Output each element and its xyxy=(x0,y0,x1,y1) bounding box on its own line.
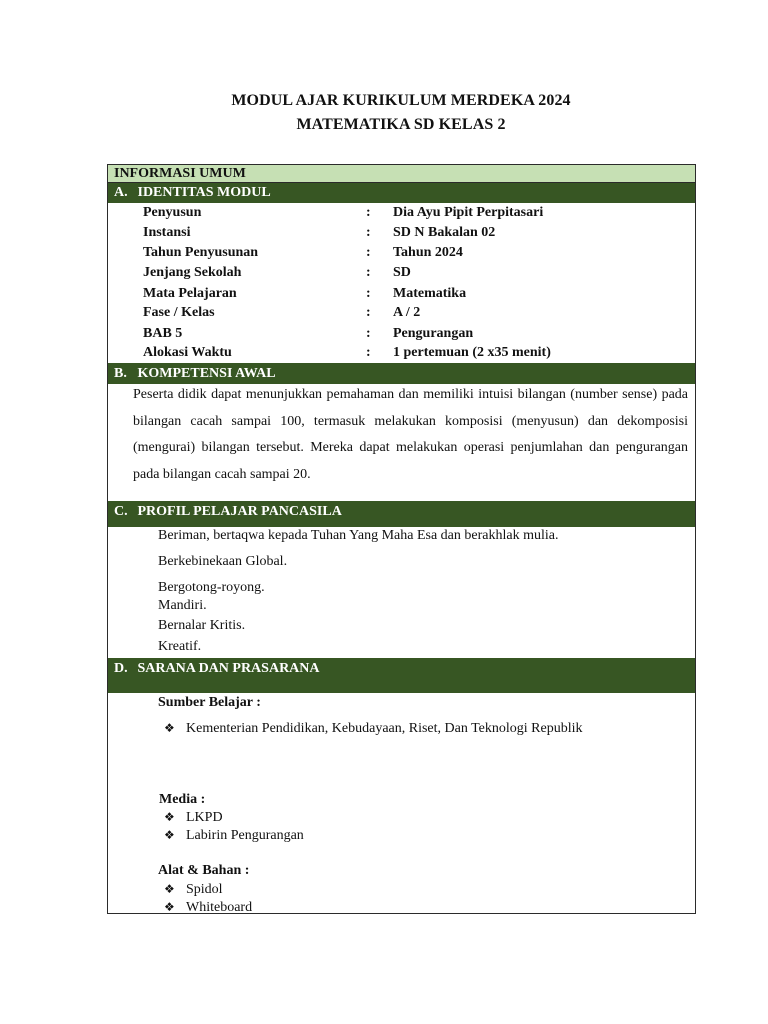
field-value: 1 pertemuan (2 x35 menit) xyxy=(393,345,551,360)
section-b-letter: B. xyxy=(114,366,127,381)
section-d-header xyxy=(107,658,696,693)
media-label: Media : xyxy=(159,792,206,807)
sumber-item-text: Kementerian Pendidikan, Kebudayaan, Riset, Dan Teknologi Republik xyxy=(186,721,583,736)
alat-item-text: Spidol xyxy=(186,882,223,897)
field-value: SD xyxy=(393,265,411,280)
alat-bahan-label: Alat & Bahan : xyxy=(158,863,250,878)
field-label: Alokasi Waktu xyxy=(143,345,232,360)
section-b-title: KOMPETENSI AWAL xyxy=(137,366,276,381)
media-item-text: LKPD xyxy=(186,810,223,825)
field-separator: : xyxy=(366,265,371,280)
media-item-text: Labirin Pengurangan xyxy=(186,828,304,843)
section-d-title: SARANA DAN PRASARANA xyxy=(137,661,320,676)
field-label: Tahun Penyusunan xyxy=(143,245,259,260)
section-c-letter: C. xyxy=(114,504,128,519)
section-c-header xyxy=(107,501,696,527)
alat-item xyxy=(164,880,223,899)
section-d-letter: D. xyxy=(114,661,128,676)
document-title-line-1: MODUL AJAR KURIKULUM MERDEKA 2024 xyxy=(231,92,571,109)
field-label: Jenjang Sekolah xyxy=(143,265,242,280)
diamond-bullet-icon: ❖ xyxy=(164,882,175,896)
field-separator: : xyxy=(366,225,371,240)
field-value: Matematika xyxy=(393,286,467,301)
profil-item: Bergotong-royong. xyxy=(158,580,265,595)
diamond-bullet-icon: ❖ xyxy=(164,900,175,914)
media-item xyxy=(164,826,304,845)
sumber-item xyxy=(164,719,583,738)
section-a-header xyxy=(107,183,696,203)
kompetensi-awal-text: Peserta didik dapat menunjukkan pemahaman dan memiliki intuisi bilangan (number sense) pada bilangan cacah sampai 100, termasuk melakukan komposisi (menyusun) dan dekomposisi (mengurai) bilangan tersebut. Mereka dapat melakukan operasi penjumlahan dan pengurangan pada bilangan cacah sampai 20. xyxy=(133,387,688,482)
field-separator: : xyxy=(366,345,371,360)
informasi-umum-header xyxy=(107,164,696,183)
field-separator: : xyxy=(366,245,371,260)
profil-item: Berkebinekaan Global. xyxy=(158,554,288,569)
document-title-line-2: MATEMATIKA SD KELAS 2 xyxy=(296,116,506,133)
diamond-bullet-icon: ❖ xyxy=(164,810,175,824)
profil-item: Beriman, bertaqwa kepada Tuhan Yang Maha Esa dan berakhlak mulia. xyxy=(158,528,559,543)
alat-item xyxy=(164,898,252,917)
profil-item: Kreatif. xyxy=(158,639,202,654)
diamond-bullet-icon: ❖ xyxy=(164,828,175,842)
field-separator: : xyxy=(366,286,371,301)
field-label: Instansi xyxy=(143,225,191,240)
diamond-bullet-icon: ❖ xyxy=(164,721,175,735)
field-label: Penyusun xyxy=(143,205,202,220)
field-separator: : xyxy=(366,205,371,220)
informasi-umum-label: INFORMASI UMUM xyxy=(114,166,246,181)
alat-item-text: Whiteboard xyxy=(186,900,253,915)
field-label: Fase / Kelas xyxy=(143,305,215,320)
profil-item: Bernalar Kritis. xyxy=(158,618,246,633)
section-b-header xyxy=(107,363,696,384)
field-value: Dia Ayu Pipit Perpitasari xyxy=(393,205,544,220)
field-label: BAB 5 xyxy=(143,326,183,341)
media-item xyxy=(164,808,223,827)
section-a-title: IDENTITAS MODUL xyxy=(137,185,271,200)
field-separator: : xyxy=(366,305,371,320)
field-separator: : xyxy=(366,326,371,341)
field-value: Tahun 2024 xyxy=(393,245,463,260)
field-value: Pengurangan xyxy=(393,326,474,341)
section-c-title: PROFIL PELAJAR PANCASILA xyxy=(137,504,342,519)
field-value: SD N Bakalan 02 xyxy=(393,225,496,240)
field-label: Mata Pelajaran xyxy=(143,286,237,301)
sumber-belajar-label: Sumber Belajar : xyxy=(158,695,261,710)
field-value: A / 2 xyxy=(393,305,421,320)
section-a-letter: A. xyxy=(114,185,128,200)
profil-item: Mandiri. xyxy=(158,598,207,613)
